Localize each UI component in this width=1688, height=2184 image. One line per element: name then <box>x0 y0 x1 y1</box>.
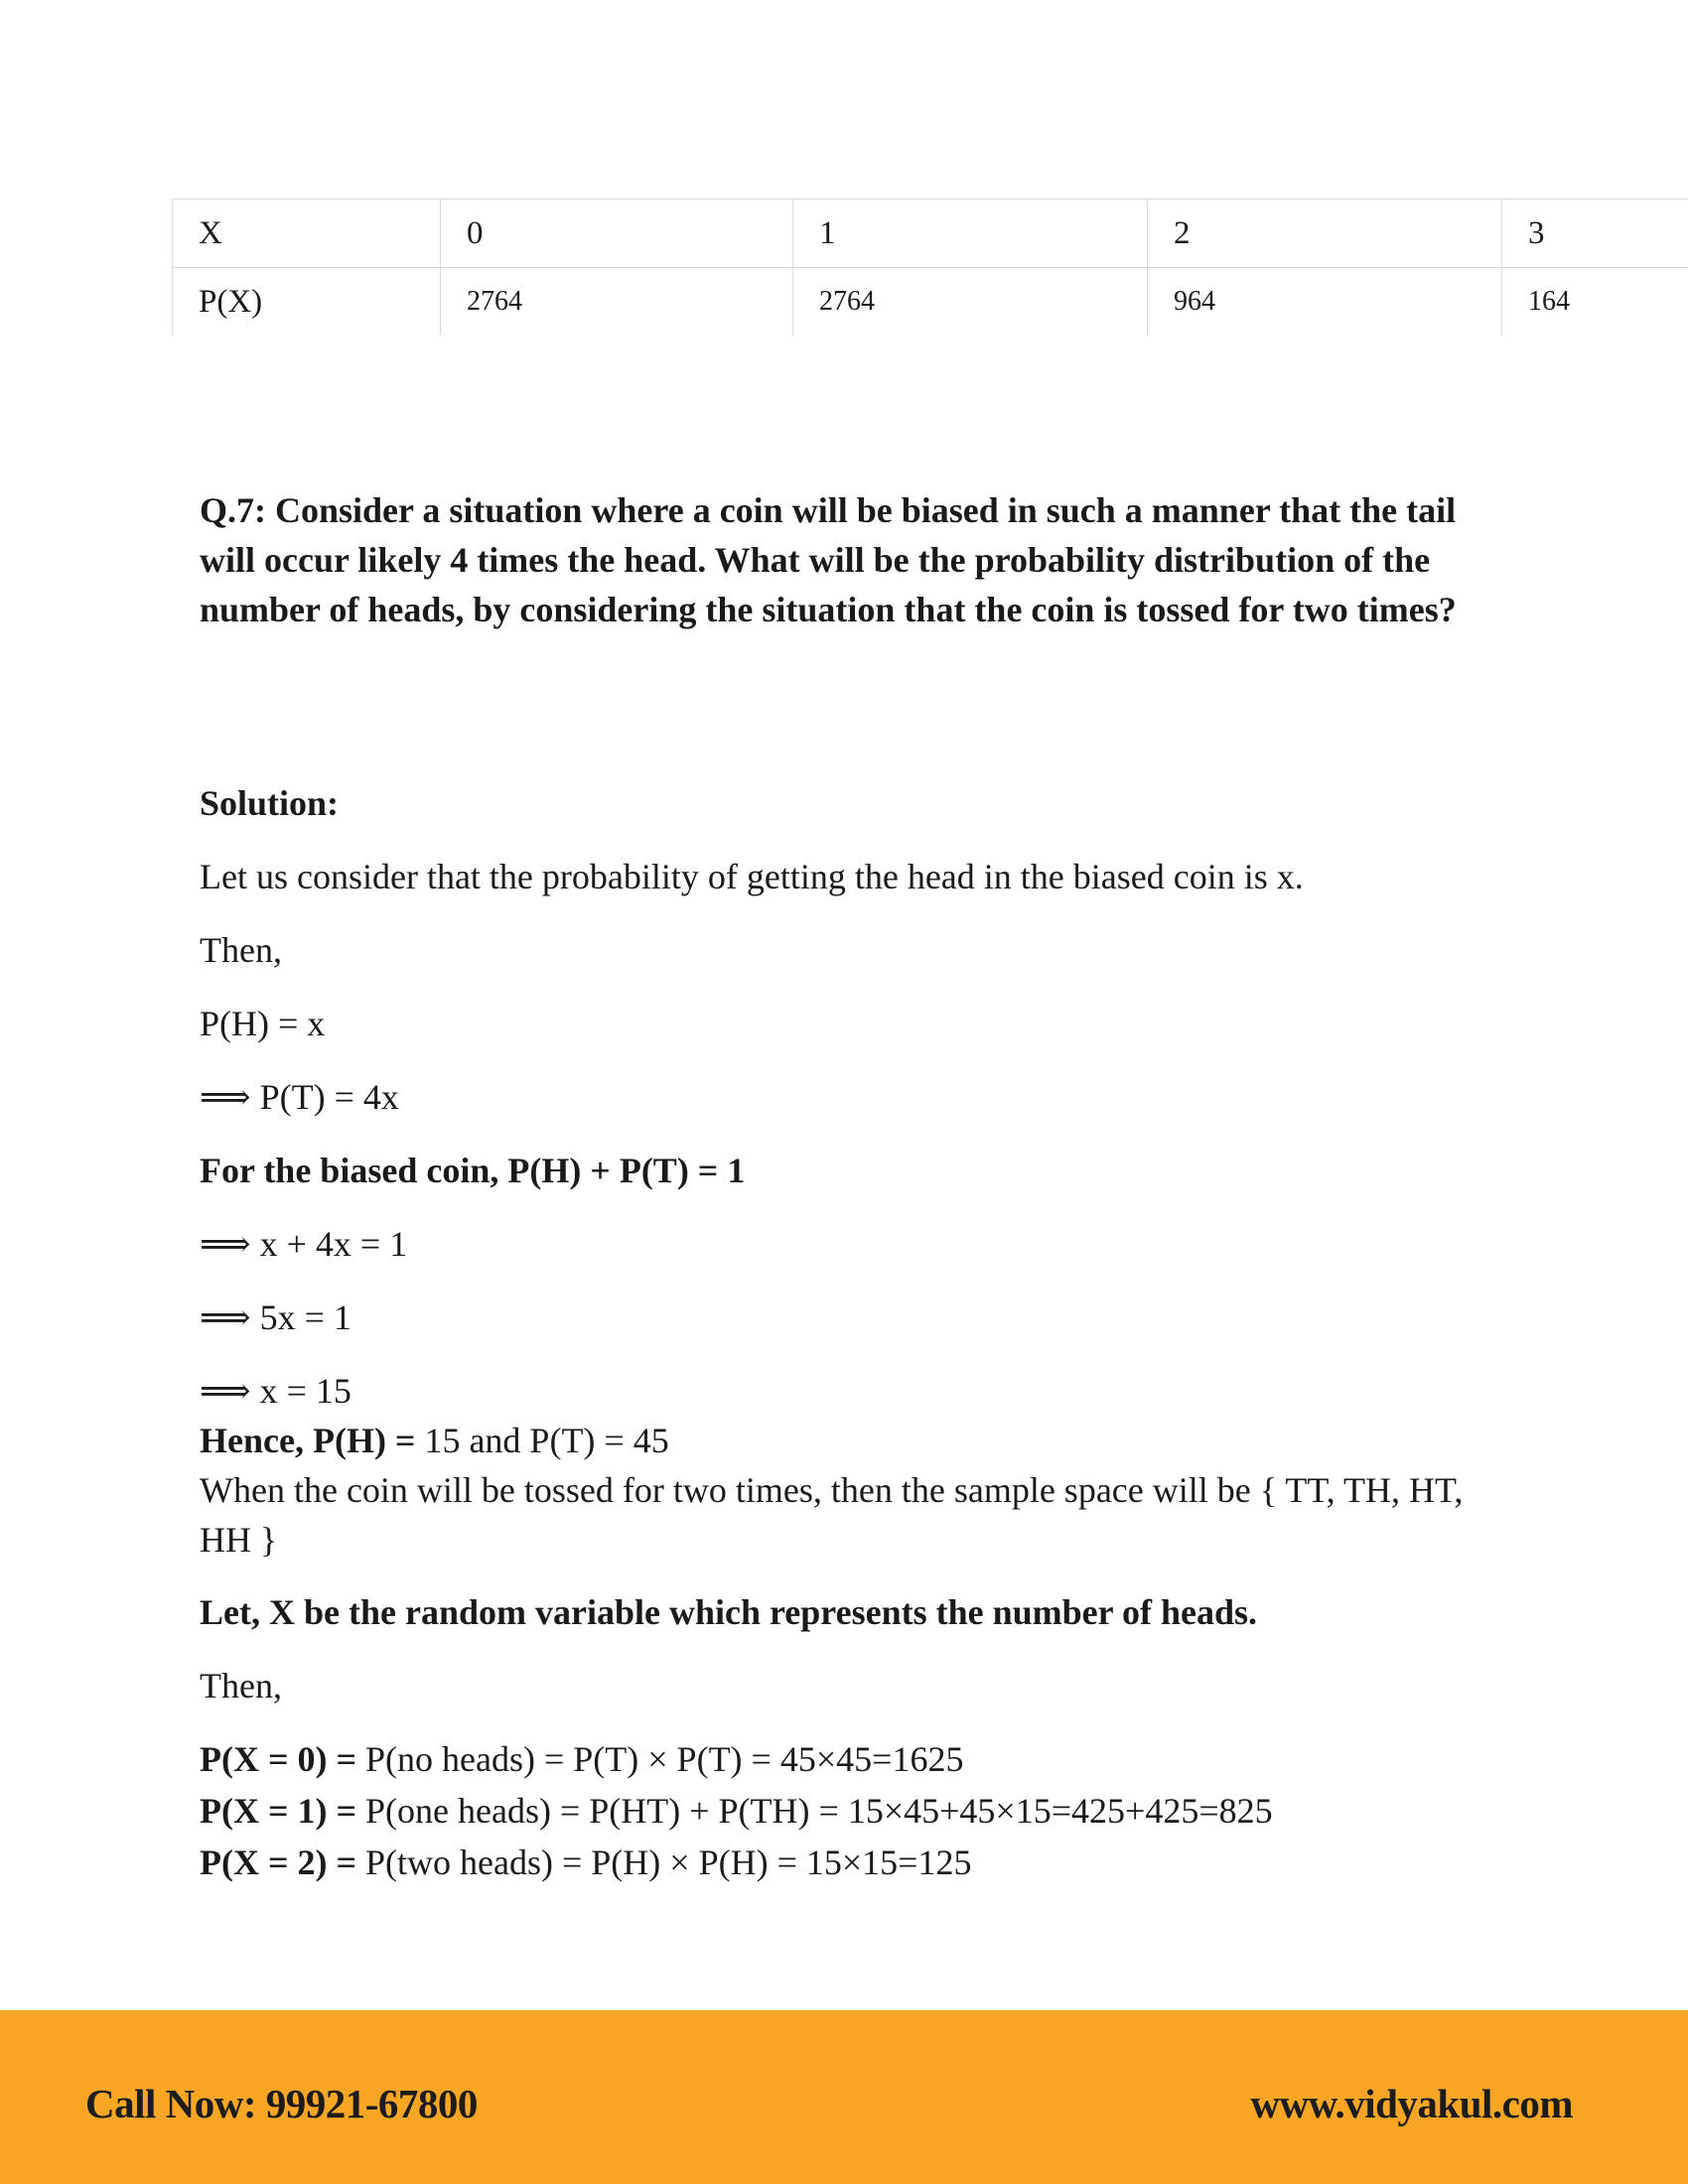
solution-intro: Let us consider that the probability of getting the head in the biased coin is x. <box>200 857 1304 896</box>
distribution-table <box>172 199 1688 336</box>
table-cell: 1 <box>793 200 1148 268</box>
table-row <box>173 268 1688 337</box>
footer-banner <box>0 2010 1688 2184</box>
hence-statement <box>200 1420 669 1461</box>
solution-heading: Solution: <box>200 783 340 823</box>
table-row <box>173 200 1688 268</box>
probability-x2 <box>200 1842 971 1883</box>
probability-x1-label: P(X = 1) = <box>200 1791 356 1831</box>
table-cell: 164 <box>1502 268 1688 337</box>
table-cell: 964 <box>1148 268 1502 337</box>
probability-x1-value: P(one heads) = P(HT) + P(TH) = 15×45+45×15=425+425=825 <box>356 1791 1273 1831</box>
probability-x2-value: P(two heads) = P(H) × P(H) = 15×15=125 <box>356 1843 972 1882</box>
random-variable-statement: Let, X be the random variable which represents the number of heads. <box>200 1592 1257 1632</box>
table-cell: 2764 <box>441 268 793 337</box>
hence-bold: Hence, P(H) = <box>200 1421 416 1460</box>
table-cell: P(X) <box>173 268 441 337</box>
sample-space-text: When the coin will be tossed for two times, then the sample space will be { TT, TH, HT, HH } <box>200 1470 1464 1560</box>
equation-step-2: ⟹ 5x = 1 <box>200 1297 352 1337</box>
table-cell: 2764 <box>793 268 1148 337</box>
then-text: Then, <box>200 930 282 970</box>
table-cell: 0 <box>441 200 793 268</box>
probability-x1 <box>200 1790 1273 1832</box>
hence-rest: 15 and P(T) = 45 <box>415 1421 669 1460</box>
biased-coin-statement: For the biased coin, P(H) + P(T) = 1 <box>200 1151 746 1190</box>
table-cell: 3 <box>1502 200 1688 268</box>
probability-x0-value: P(no heads) = P(T) × P(T) = 45×45=1625 <box>356 1739 964 1779</box>
equation-pt: ⟹ P(T) = 4x <box>200 1077 399 1117</box>
table-cell: X <box>173 200 441 268</box>
probability-x0 <box>200 1738 963 1780</box>
website-link[interactable]: www.vidyakul.com <box>1250 2081 1573 2126</box>
question-text: Q.7: Consider a situation where a coin will be biased in such a manner that the tail will occur likely 4 times the head. What will be the probability distribution of the number of heads, by considering the situation that the coin is tossed for two times? <box>200 490 1457 629</box>
probability-x0-label: P(X = 0) = <box>200 1739 356 1779</box>
probability-x2-label: P(X = 2) = <box>200 1843 356 1882</box>
equation-step-1: ⟹ x + 4x = 1 <box>200 1224 408 1264</box>
equation-ph: P(H) = x <box>200 1004 326 1043</box>
call-now-text[interactable]: Call Now: 99921-67800 <box>85 2081 478 2126</box>
then-text-2: Then, <box>200 1666 282 1706</box>
equation-step-3: ⟹ x = 15 <box>200 1371 352 1411</box>
table-cell: 2 <box>1148 200 1502 268</box>
